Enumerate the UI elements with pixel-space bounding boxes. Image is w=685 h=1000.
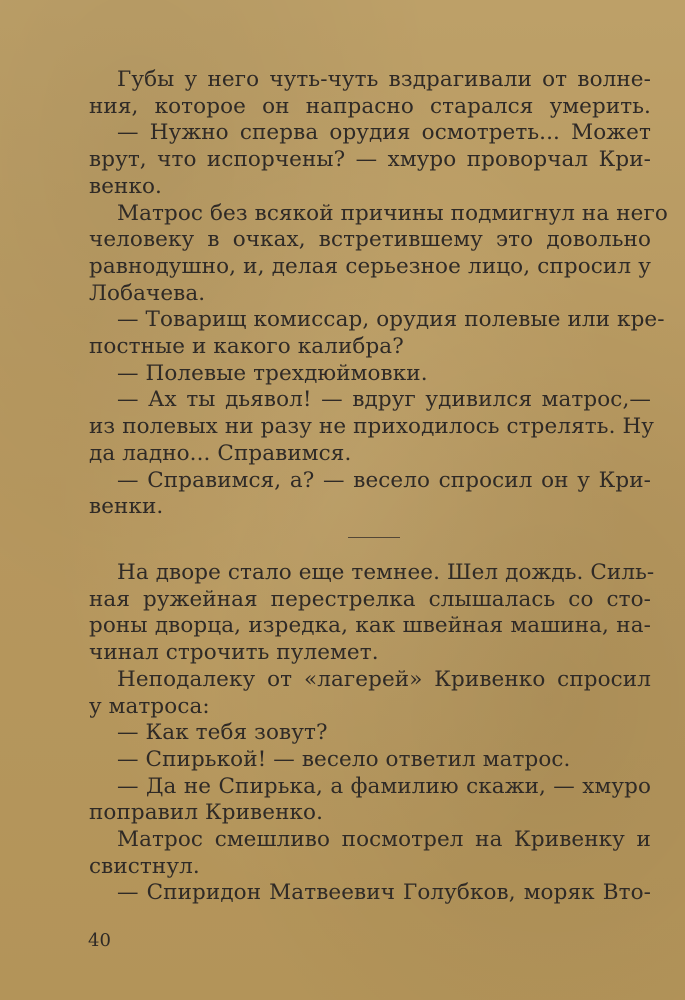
text-line: ная ружейная перестрелка слышалась со сто- [89, 586, 651, 612]
text-line: — Спиридон Матвеевич Голубков, моряк Вто- [117, 880, 651, 906]
text-line: роны дворца, изредка, как швейная машина, на- [89, 613, 651, 639]
text-line: врут, что испорчены? — хмуро проворчал Кри- [89, 147, 651, 173]
text-line: из полевых ни разу не приходилось стрелять. Ну [89, 414, 655, 440]
text-line: Губы у него чуть-чуть вздрагивали от волне- [117, 67, 651, 92]
text-block-2 [89, 560, 655, 907]
text-line: — Товарищ комиссар, орудия полевые или кре- [117, 307, 665, 333]
text-line: венко. [89, 173, 162, 199]
text-line: поправил Кривенко. [89, 800, 324, 826]
text-line: равнодушно, и, делая серьезное лицо, спросил у [89, 253, 651, 279]
text-line: — Нужно сперва орудия осмотреть... Может [117, 120, 651, 146]
text-line: свистнул. [89, 853, 200, 879]
text-line: — Полевые трехдюймовки. [117, 360, 428, 386]
text-line: чинал строчить пулемет. [89, 640, 379, 666]
section-separator [348, 537, 400, 538]
text-line: Лобачева. [89, 280, 206, 306]
text-line: у матроса: [89, 693, 210, 719]
text-line: венки. [89, 494, 164, 520]
text-line: Матрос без всякой причины подмигнул на него [117, 200, 668, 226]
text-line: человеку в очках, встретившему это довольно [89, 227, 651, 253]
text-line: — Спирькой! — весело ответил матрос. [117, 746, 571, 772]
text-line: — Да не Спирька, а фамилию скажи, — хмуро [117, 773, 651, 799]
page-number: 40 [88, 930, 111, 951]
text-line: постные и какого калибра? [89, 334, 404, 360]
text-line: На дворе стало еще темнее. Шел дождь. Силь- [117, 560, 655, 585]
text-line: Матрос смешливо посмотрел на Кривенку и [117, 827, 651, 853]
text-line: — Справимся, а? — весело спросил он у Кри- [117, 467, 651, 493]
text-block-1 [89, 67, 668, 521]
text-line: ния, которое он напрасно старался умерить. [89, 93, 651, 119]
text-line: — Ах ты дьявол! — вдруг удивился матрос,— [117, 387, 651, 413]
text-line: Неподалеку от «лагерей» Кривенко спросил [117, 666, 651, 692]
text-line: да ладно... Справимся. [89, 440, 352, 466]
text-line: — Как тебя зовут? [117, 720, 328, 746]
